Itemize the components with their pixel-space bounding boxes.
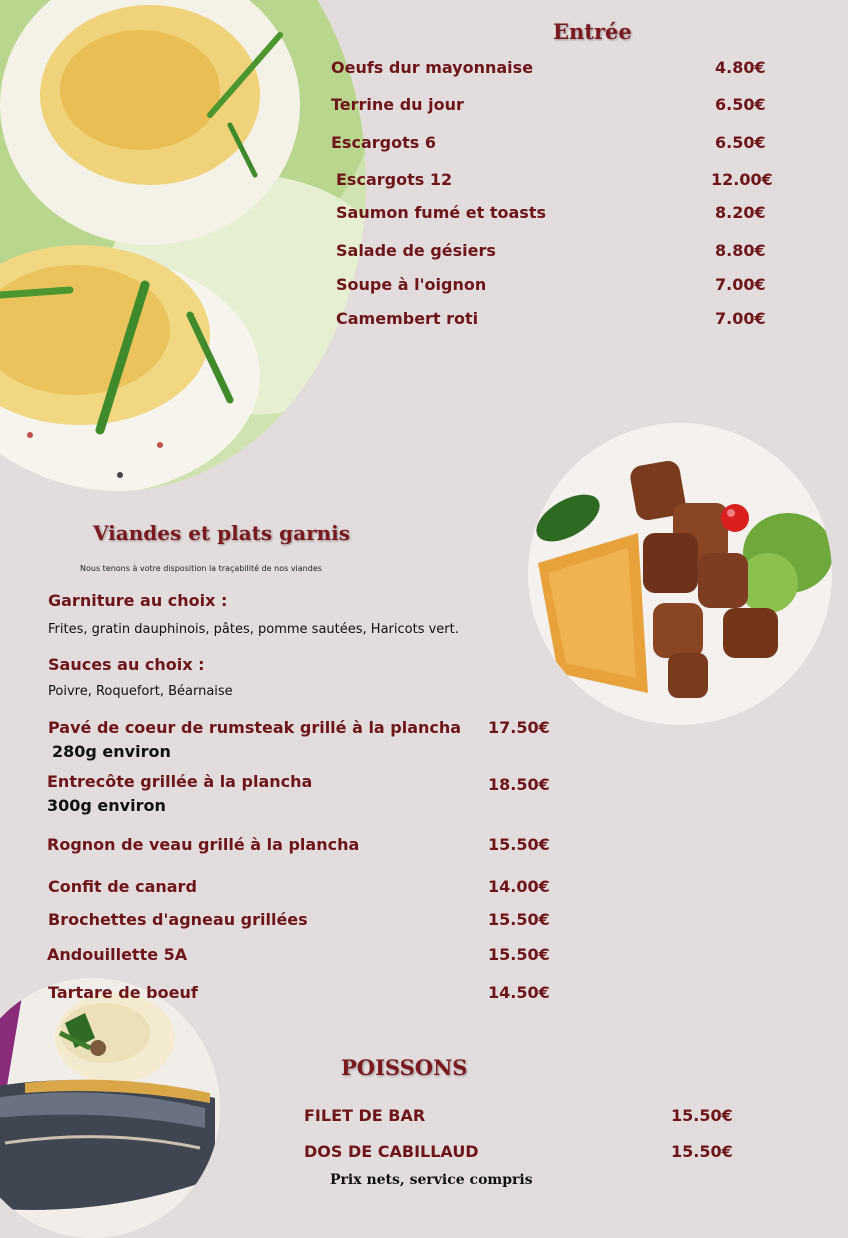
entree-item-price: 7.00€	[715, 275, 766, 294]
entree-item-name: Soupe à l'oignon	[336, 275, 487, 294]
poisson-item-name: FILET DE BAR	[304, 1106, 426, 1125]
garniture-options: Frites, gratin dauphinois, pâtes, pomme sautées, Haricots vert.	[48, 622, 459, 637]
viande-item-price: 14.50€	[488, 983, 550, 1002]
poissons-title: POISSONS	[341, 1055, 468, 1080]
footer-note: Prix nets, service compris	[330, 1172, 533, 1188]
entree-item-name: Salade de gésiers	[336, 241, 496, 260]
entree-item-price: 12.00€	[711, 170, 773, 189]
viande-item-price: 15.50€	[488, 945, 550, 964]
sauces-options: Poivre, Roquefort, Béarnaise	[48, 684, 233, 699]
entree-item-name: Saumon fumé et toasts	[336, 203, 546, 222]
viande-item-name: Rognon de veau grillé à la plancha	[47, 835, 360, 854]
entree-item-price: 8.20€	[715, 203, 766, 222]
entree-title: Entrée	[553, 19, 632, 44]
poisson-item-price: 15.50€	[671, 1142, 733, 1161]
viande-item-name: Entrecôte grillée à la plancha	[47, 772, 313, 791]
entree-item-name: Escargots 6	[331, 133, 436, 152]
entree-item-name: Terrine du jour	[331, 95, 464, 114]
viande-item-price: 15.50€	[488, 910, 550, 929]
deviled-eggs-photo	[0, 0, 366, 491]
viande-item-price: 18.50€	[488, 775, 550, 794]
viandes-title: Viandes et plats garnis	[93, 521, 351, 545]
poisson-item-price: 15.50€	[671, 1106, 733, 1125]
viande-item-name: Tartare de boeuf	[48, 983, 198, 1002]
entree-item-name: Camembert roti	[336, 309, 479, 328]
sauces-label: Sauces au choix :	[48, 655, 205, 674]
entree-item-price: 4.80€	[715, 58, 766, 77]
viande-item-price: 14.00€	[488, 877, 550, 896]
entree-item-price: 6.50€	[715, 133, 766, 152]
viande-item-name: Andouillette 5A	[47, 945, 188, 964]
entree-item-name: Escargots 12	[336, 170, 453, 189]
viande-item-price: 17.50€	[488, 718, 550, 737]
entree-item-name: Oeufs dur mayonnaise	[331, 58, 534, 77]
sea-bass-fillet-photo	[0, 978, 220, 1238]
entree-item-price: 7.00€	[715, 309, 766, 328]
garniture-label: Garniture au choix :	[48, 591, 228, 610]
entree-item-price: 8.80€	[715, 241, 766, 260]
lamb-skewers-photo	[528, 423, 832, 725]
viande-item-weight: 280g environ	[52, 742, 171, 761]
traceability-note: Nous tenons à votre disposition la traçabilité de nos viandes	[80, 564, 322, 573]
entree-item-price: 6.50€	[715, 95, 766, 114]
viande-item-weight: 300g environ	[47, 796, 166, 815]
viande-item-name: Confit de canard	[48, 877, 197, 896]
viande-item-price: 15.50€	[488, 835, 550, 854]
poisson-item-name: DOS DE CABILLAUD	[304, 1142, 479, 1161]
viande-item-name: Pavé de coeur de rumsteak grillé à la plancha	[48, 718, 462, 737]
viande-item-name: Brochettes d'agneau grillées	[48, 910, 308, 929]
